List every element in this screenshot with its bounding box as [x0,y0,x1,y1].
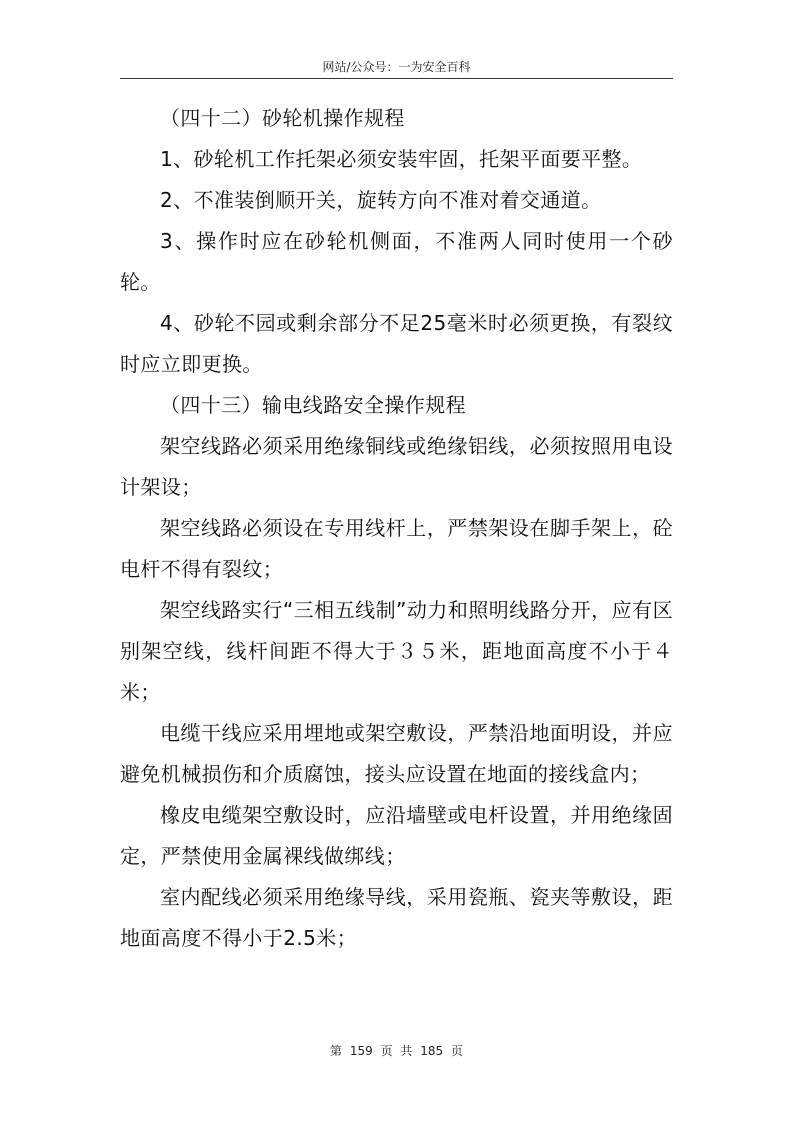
page-footer: 第 159 页 共 185 页 [330,1044,463,1058]
paragraph: 室内配线必须采用绝缘导线，采用瓷瓶、瓷夹等敷设，距地面高度不得小于2.5米； [120,885,673,950]
section-heading-42: （四十二）砂轮机操作规程 [160,106,405,130]
paragraph: 1、砂轮机工作托架必须安装牢固，托架平面要平整。 [160,147,643,171]
paragraph: 橡皮电缆架空敷设时，应沿墙壁或电杆设置，并用绝缘固定，严禁使用金属裸线做绑线； [120,803,673,868]
page-header: 网站/公众号：一为安全百科 [322,60,471,74]
section-heading-43: （四十三）输电线路安全操作规程 [160,393,466,417]
paragraph: 电缆干线应采用埋地或架空敷设，严禁沿地面明设，并应避免机械损伤和介质腐蚀，接头应设置在地面的接线盒内； [120,721,673,786]
paragraph: 架空线路必须采用绝缘铜线或绝缘铝线，必须按照用电设计架设； [120,434,673,499]
paragraph: 2、不准装倒顺开关，旋转方向不准对着交通道。 [160,188,602,212]
paragraph: 架空线路必须设在专用线杆上，严禁架设在脚手架上，砼电杆不得有裂纹； [120,516,673,581]
document-body [120,98,673,959]
header-divider [120,78,673,79]
paragraph: 4、砂轮不园或剩余部分不足25毫米时必须更换，有裂纹时应立即更换。 [120,311,673,376]
paragraph: 架空线路实行“三相五线制”动力和照明线路分开，应有区别架空线，线杆间距不得大于３５米，距地面高度不小于４米； [120,598,673,704]
paragraph: 3、操作时应在砂轮机侧面，不准两人同时使用一个砂轮。 [120,229,673,294]
